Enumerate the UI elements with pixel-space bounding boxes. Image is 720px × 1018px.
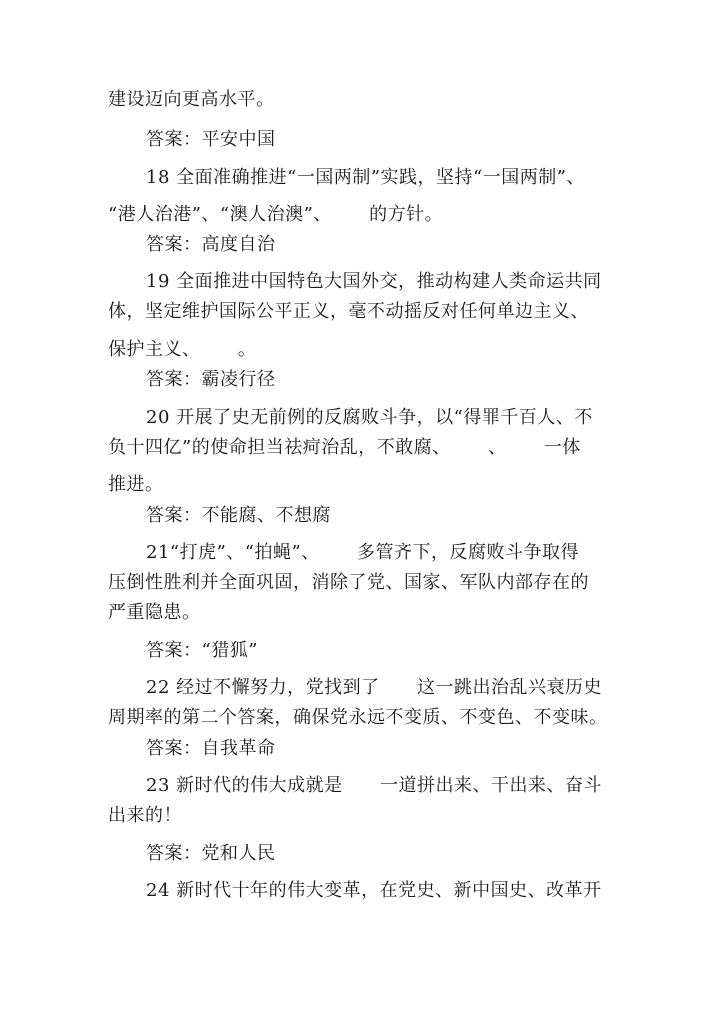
- question-line: 21“打虎”、“拍蝇”、 多管齐下，反腐败斗争取得: [146, 542, 580, 563]
- answer-line: 答案：平安中国: [146, 129, 276, 150]
- text-line: 严重隐患。: [108, 602, 201, 623]
- answer-line: 答案：党和人民: [146, 843, 276, 864]
- answer-line: 答案：不能腐、不想腐: [146, 505, 331, 526]
- answer-line: 答案：“猎狐”: [146, 640, 258, 661]
- answer-line: 答案：自我革命: [146, 738, 276, 759]
- text-line: 压倒性胜利并全面巩固，消除了党、国家、军队内部存在的: [108, 572, 589, 593]
- text-line: 负十四亿”的使命担当祛疴治乱，不敢腐、 、 一体: [108, 437, 581, 458]
- question-line: 20 开展了史无前例的反腐败斗争，以“得罪千百人、不: [146, 407, 593, 428]
- text-line: 建设迈向更高水平。: [108, 89, 275, 110]
- text-line: 推进。: [108, 474, 164, 495]
- text-line: 周期率的第二个答案，确保党永远不变质、不变色、不变味。: [108, 707, 608, 728]
- question-line: 23 新时代的伟大成就是 一道拼出来、干出来、奋斗: [146, 775, 602, 796]
- text-line: “港人治港”、“澳人治澳”、 的方针。: [108, 204, 444, 225]
- question-line: 24 新时代十年的伟大变革，在党史、新中国史、改革开: [146, 880, 602, 901]
- answer-line: 答案：高度自治: [146, 234, 276, 255]
- text-line: 出来的！: [108, 805, 182, 826]
- answer-line: 答案：霸凌行径: [146, 369, 276, 390]
- text-line: 保护主义、 。: [108, 339, 257, 360]
- question-line: 18 全面准确推进“一国两制”实践，坚持“一国两制”、: [146, 167, 585, 188]
- text-line: 体，坚定维护国际公平正义，毫不动摇反对任何单边主义、: [108, 301, 589, 322]
- question-line: 19 全面推进中国特色大国外交，推动构建人类命运共同: [146, 271, 602, 292]
- question-line: 22 经过不懈努力，党找到了 这一跳出治乱兴衰历史: [146, 677, 602, 698]
